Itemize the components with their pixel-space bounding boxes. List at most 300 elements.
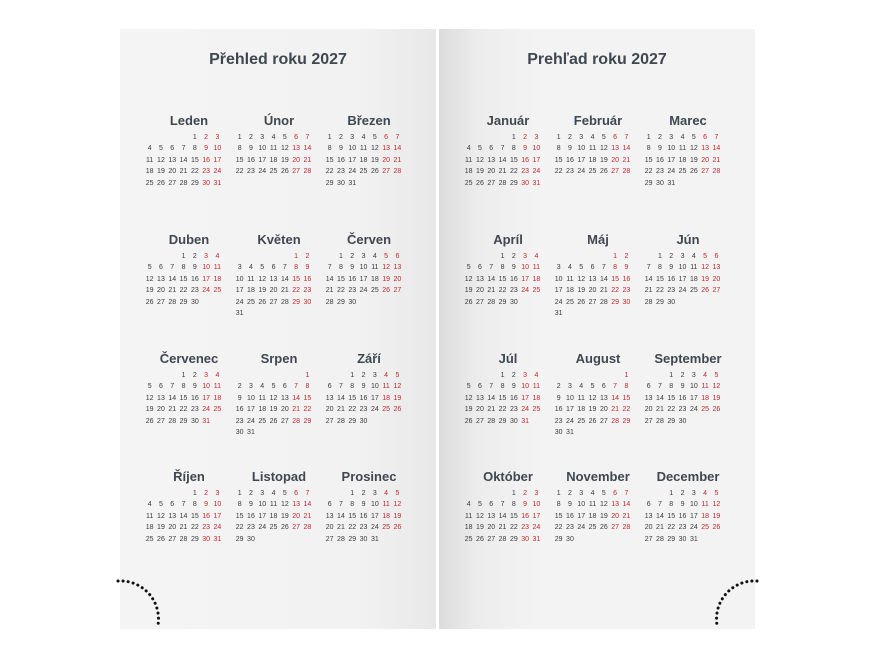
day-cell: 16 bbox=[566, 156, 574, 164]
day-cell: 30 bbox=[678, 417, 687, 425]
day-cell: 20 bbox=[292, 512, 301, 520]
day-cell: 14 bbox=[337, 394, 345, 402]
day-cell: 4 bbox=[691, 253, 696, 260]
day-cell: 18 bbox=[588, 156, 597, 164]
day-cell: 3 bbox=[372, 490, 377, 497]
day-grid bbox=[324, 488, 414, 545]
day-cell: 17 bbox=[521, 275, 530, 283]
day-cell: 7 bbox=[714, 134, 719, 141]
day-cell: 10 bbox=[577, 501, 586, 509]
day-grid bbox=[463, 251, 553, 308]
day-cell: 14 bbox=[168, 394, 177, 402]
day-cell: 4 bbox=[361, 134, 366, 141]
day-cell: 2 bbox=[361, 372, 366, 379]
day-cell: 28 bbox=[303, 524, 312, 532]
day-cell: 31 bbox=[202, 417, 211, 425]
month-block bbox=[553, 232, 643, 319]
day-cell: 13 bbox=[280, 394, 289, 402]
day-cell: 4 bbox=[260, 383, 265, 391]
day-cell: 1 bbox=[646, 134, 651, 141]
day-cell: 11 bbox=[269, 145, 278, 153]
day-cell: 10 bbox=[202, 383, 211, 391]
day-cell: 22 bbox=[235, 524, 244, 532]
day-cell: 16 bbox=[303, 275, 312, 283]
day-cell: 26 bbox=[588, 417, 597, 425]
day-cell: 16 bbox=[554, 406, 563, 414]
day-cell: 4 bbox=[147, 501, 152, 509]
day-cell: 10 bbox=[667, 145, 676, 153]
day-cell: 3 bbox=[691, 490, 696, 497]
day-cell: 21 bbox=[487, 287, 496, 295]
day-cell: 23 bbox=[348, 287, 357, 295]
day-cell: 18 bbox=[689, 275, 698, 283]
day-cell: 27 bbox=[382, 168, 391, 176]
day-cell: 10 bbox=[521, 264, 530, 272]
day-cell: 24 bbox=[532, 168, 541, 176]
day-cell: 17 bbox=[247, 406, 255, 414]
day-cell: 5 bbox=[282, 134, 287, 141]
day-cell: 12 bbox=[370, 145, 379, 153]
day-cell: 8 bbox=[556, 501, 561, 509]
day-cell: 4 bbox=[215, 253, 220, 260]
day-cell: 27 bbox=[487, 535, 496, 543]
day-cell: 5 bbox=[714, 490, 719, 497]
day-cell: 29 bbox=[348, 417, 357, 425]
day-cell: 17 bbox=[678, 275, 687, 283]
day-cell: 1 bbox=[657, 253, 662, 260]
day-cell: 4 bbox=[534, 372, 539, 379]
day-cell: 24 bbox=[348, 168, 357, 176]
day-cell: 21 bbox=[168, 406, 177, 414]
day-cell: 21 bbox=[280, 287, 289, 295]
day-cell: 5 bbox=[158, 145, 163, 153]
day-cell: 1 bbox=[511, 490, 516, 497]
month-block bbox=[463, 469, 553, 545]
day-grid bbox=[144, 488, 234, 545]
day-cell: 8 bbox=[350, 383, 355, 391]
day-cell: 28 bbox=[179, 179, 188, 187]
day-cell: 31 bbox=[554, 309, 563, 317]
day-cell: 3 bbox=[579, 490, 584, 497]
day-cell: 26 bbox=[476, 535, 484, 543]
day-cell: 17 bbox=[532, 156, 541, 164]
day-cell: 2 bbox=[669, 253, 674, 260]
day-cell: 27 bbox=[393, 287, 402, 295]
day-cell: 17 bbox=[359, 275, 368, 283]
day-cell: 18 bbox=[370, 275, 379, 283]
day-cell: 13 bbox=[476, 275, 484, 283]
day-cell: 8 bbox=[646, 145, 651, 153]
day-cell: 13 bbox=[588, 275, 597, 283]
day-cell: 15 bbox=[554, 512, 563, 520]
day-cell: 10 bbox=[213, 145, 222, 153]
day-cell: 9 bbox=[237, 394, 242, 402]
day-cell: 12 bbox=[712, 501, 721, 509]
day-cell: 4 bbox=[466, 145, 471, 153]
day-cell: 1 bbox=[327, 134, 332, 141]
day-cell: 8 bbox=[327, 145, 332, 153]
day-cell: 28 bbox=[644, 298, 653, 306]
day-cell: 16 bbox=[337, 156, 345, 164]
day-cell: 7 bbox=[613, 383, 618, 391]
day-cell: 15 bbox=[190, 512, 199, 520]
day-cell: 12 bbox=[145, 275, 154, 283]
day-cell: 26 bbox=[157, 179, 165, 187]
day-cell: 9 bbox=[523, 501, 528, 509]
day-cell: 5 bbox=[147, 264, 152, 272]
day-cell: 12 bbox=[157, 156, 165, 164]
day-cell: 9 bbox=[204, 145, 209, 153]
day-cell: 13 bbox=[487, 512, 496, 520]
day-cell: 4 bbox=[384, 372, 389, 379]
day-cell: 25 bbox=[269, 524, 278, 532]
month-block bbox=[553, 113, 643, 178]
day-grid bbox=[324, 132, 414, 189]
day-cell: 24 bbox=[554, 298, 563, 306]
day-cell: 17 bbox=[521, 394, 530, 402]
day-cell: 13 bbox=[325, 394, 334, 402]
day-cell: 11 bbox=[465, 156, 473, 164]
day-cell: 18 bbox=[382, 394, 391, 402]
day-cell: 5 bbox=[282, 490, 287, 497]
day-cell: 3 bbox=[691, 372, 696, 379]
day-cell: 9 bbox=[248, 145, 253, 153]
day-cell: 23 bbox=[678, 406, 687, 414]
day-cell: 22 bbox=[179, 287, 188, 295]
day-cell: 19 bbox=[258, 287, 267, 295]
day-cell: 25 bbox=[588, 524, 597, 532]
day-cell: 12 bbox=[269, 394, 278, 402]
day-cell: 14 bbox=[656, 512, 664, 520]
day-cell: 29 bbox=[235, 535, 244, 543]
day-cell: 13 bbox=[157, 275, 165, 283]
day-cell: 15 bbox=[509, 156, 518, 164]
day-cell: 21 bbox=[292, 406, 301, 414]
day-cell: 6 bbox=[294, 134, 299, 141]
day-cell: 10 bbox=[359, 264, 368, 272]
day-cell: 15 bbox=[179, 394, 188, 402]
day-cell: 5 bbox=[579, 264, 584, 272]
day-cell: 5 bbox=[395, 372, 400, 379]
day-cell: 4 bbox=[680, 134, 685, 141]
day-cell: 5 bbox=[477, 501, 482, 509]
day-cell: 13 bbox=[644, 512, 653, 520]
day-cell: 6 bbox=[613, 134, 618, 141]
day-cell: 18 bbox=[464, 524, 473, 532]
day-cell: 2 bbox=[523, 490, 528, 497]
day-cell: 11 bbox=[588, 501, 597, 509]
day-cell: 5 bbox=[601, 134, 606, 141]
day-cell: 16 bbox=[678, 512, 687, 520]
day-cell: 16 bbox=[678, 394, 687, 402]
day-cell: 8 bbox=[181, 383, 186, 391]
month-block bbox=[234, 113, 324, 178]
day-cell: 28 bbox=[168, 298, 177, 306]
day-cell: 22 bbox=[644, 168, 653, 176]
day-cell: 8 bbox=[500, 383, 505, 391]
day-cell: 3 bbox=[215, 490, 220, 497]
day-cell: 21 bbox=[644, 287, 653, 295]
day-cell: 16 bbox=[348, 275, 357, 283]
day-cell: 23 bbox=[509, 406, 518, 414]
day-cell: 7 bbox=[657, 383, 662, 391]
month-block bbox=[234, 351, 324, 438]
day-cell: 16 bbox=[622, 275, 631, 283]
day-cell: 14 bbox=[325, 275, 334, 283]
day-cell: 19 bbox=[145, 406, 154, 414]
month-block bbox=[463, 113, 553, 189]
day-cell: 6 bbox=[170, 145, 175, 153]
day-cell: 21 bbox=[656, 406, 664, 414]
day-cell: 7 bbox=[338, 383, 343, 391]
day-cell: 14 bbox=[487, 394, 496, 402]
day-cell: 2 bbox=[556, 383, 561, 391]
day-cell: 20 bbox=[611, 512, 620, 520]
day-cell: 20 bbox=[168, 524, 177, 532]
day-cell: 2 bbox=[248, 134, 253, 141]
day-cell: 12 bbox=[701, 264, 710, 272]
day-cell: 3 bbox=[523, 372, 528, 379]
day-cell: 19 bbox=[577, 287, 586, 295]
month-block bbox=[144, 351, 234, 427]
day-cell: 24 bbox=[689, 406, 698, 414]
day-cell: 31 bbox=[247, 428, 255, 436]
day-cell: 7 bbox=[294, 383, 299, 391]
day-cell: 15 bbox=[348, 512, 357, 520]
day-cell: 27 bbox=[487, 179, 496, 187]
day-cell: 6 bbox=[477, 264, 482, 272]
day-cell: 8 bbox=[669, 383, 674, 391]
day-cell: 18 bbox=[247, 287, 255, 295]
day-cell: 2 bbox=[523, 134, 528, 141]
day-cell: 22 bbox=[292, 287, 301, 295]
day-cell: 25 bbox=[213, 406, 222, 414]
day-cell: 1 bbox=[237, 134, 242, 141]
day-cell: 22 bbox=[509, 168, 518, 176]
day-cell: 29 bbox=[303, 417, 312, 425]
day-cell: 7 bbox=[305, 490, 310, 497]
day-cell: 12 bbox=[464, 275, 473, 283]
day-cell: 19 bbox=[599, 512, 608, 520]
day-cell: 24 bbox=[235, 298, 244, 306]
day-cell: 1 bbox=[192, 134, 197, 141]
day-cell: 16 bbox=[521, 512, 530, 520]
day-grid bbox=[234, 488, 324, 545]
day-cell: 19 bbox=[712, 394, 721, 402]
day-cell: 2 bbox=[305, 253, 310, 260]
day-cell: 27 bbox=[325, 417, 334, 425]
day-cell: 29 bbox=[292, 298, 301, 306]
day-cell: 30 bbox=[202, 179, 211, 187]
day-cell: 24 bbox=[577, 168, 586, 176]
day-cell: 27 bbox=[168, 535, 177, 543]
day-cell: 1 bbox=[350, 372, 355, 379]
day-cell: 11 bbox=[382, 501, 390, 509]
day-grid bbox=[643, 251, 733, 308]
day-cell: 29 bbox=[337, 298, 345, 306]
month-name: Február bbox=[573, 113, 623, 128]
day-cell: 15 bbox=[190, 156, 199, 164]
day-cell: 10 bbox=[532, 501, 541, 509]
day-cell: 5 bbox=[703, 253, 708, 260]
day-cell: 20 bbox=[476, 406, 484, 414]
day-cell: 20 bbox=[382, 156, 391, 164]
day-cell: 27 bbox=[269, 298, 278, 306]
day-cell: 31 bbox=[235, 309, 244, 317]
day-cell: 14 bbox=[487, 275, 496, 283]
day-cell: 1 bbox=[613, 253, 618, 260]
day-grid bbox=[144, 251, 234, 308]
day-cell: 26 bbox=[269, 417, 278, 425]
month-block bbox=[144, 113, 234, 189]
day-cell: 30 bbox=[554, 428, 563, 436]
day-cell: 12 bbox=[577, 275, 586, 283]
day-cell: 1 bbox=[624, 372, 629, 379]
day-cell: 26 bbox=[145, 298, 154, 306]
day-cell: 9 bbox=[511, 264, 516, 272]
day-cell: 23 bbox=[202, 168, 211, 176]
day-cell: 8 bbox=[305, 383, 310, 391]
day-cell: 16 bbox=[235, 406, 244, 414]
day-cell: 31 bbox=[566, 428, 574, 436]
day-cell: 10 bbox=[689, 501, 698, 509]
day-cell: 10 bbox=[258, 501, 267, 509]
day-cell: 27 bbox=[588, 298, 597, 306]
day-cell: 28 bbox=[303, 168, 312, 176]
day-cell: 17 bbox=[667, 156, 676, 164]
day-grid bbox=[463, 132, 553, 189]
day-cell: 28 bbox=[168, 417, 177, 425]
day-cell: 5 bbox=[466, 264, 471, 272]
day-cell: 3 bbox=[523, 253, 528, 260]
day-cell: 19 bbox=[689, 156, 698, 164]
day-cell: 21 bbox=[325, 287, 334, 295]
day-cell: 14 bbox=[656, 394, 664, 402]
day-cell: 29 bbox=[190, 535, 199, 543]
day-cell: 19 bbox=[145, 287, 154, 295]
day-cell: 1 bbox=[294, 253, 299, 260]
day-cell: 3 bbox=[215, 134, 220, 141]
day-cell: 15 bbox=[509, 512, 518, 520]
day-cell: 28 bbox=[622, 168, 631, 176]
day-cell: 22 bbox=[498, 287, 507, 295]
day-cell: 19 bbox=[476, 524, 484, 532]
day-cell: 25 bbox=[213, 287, 222, 295]
day-cell: 17 bbox=[202, 275, 211, 283]
day-cell: 1 bbox=[500, 253, 505, 260]
month-block bbox=[643, 469, 733, 545]
day-grid bbox=[463, 488, 553, 545]
day-cell: 6 bbox=[282, 383, 287, 391]
day-cell: 1 bbox=[556, 134, 561, 141]
day-cell: 21 bbox=[168, 287, 177, 295]
day-cell: 9 bbox=[680, 383, 685, 391]
day-cell: 19 bbox=[157, 524, 165, 532]
day-cell: 8 bbox=[624, 383, 629, 391]
day-cell: 17 bbox=[370, 512, 379, 520]
day-cell: 8 bbox=[511, 145, 516, 153]
day-cell: 17 bbox=[213, 156, 222, 164]
day-cell: 7 bbox=[181, 501, 186, 509]
day-cell: 4 bbox=[384, 490, 389, 497]
day-cell: 5 bbox=[466, 383, 471, 391]
day-cell: 6 bbox=[601, 383, 606, 391]
day-cell: 14 bbox=[599, 275, 608, 283]
day-cell: 21 bbox=[498, 168, 507, 176]
day-cell: 24 bbox=[532, 524, 541, 532]
day-cell: 13 bbox=[701, 145, 710, 153]
day-cell: 27 bbox=[611, 168, 620, 176]
day-cell: 18 bbox=[588, 512, 597, 520]
day-cell: 31 bbox=[370, 535, 379, 543]
day-cell: 18 bbox=[577, 406, 586, 414]
day-cell: 11 bbox=[588, 145, 597, 153]
day-cell: 22 bbox=[509, 524, 518, 532]
day-cell: 13 bbox=[157, 394, 165, 402]
day-cell: 18 bbox=[701, 512, 710, 520]
day-cell: 11 bbox=[258, 394, 266, 402]
day-cell: 16 bbox=[202, 512, 211, 520]
day-cell: 6 bbox=[714, 253, 719, 260]
day-cell: 1 bbox=[192, 490, 197, 497]
day-cell: 28 bbox=[487, 298, 496, 306]
day-cell: 11 bbox=[701, 383, 709, 391]
day-cell: 24 bbox=[213, 524, 222, 532]
day-grid bbox=[463, 370, 553, 427]
day-cell: 18 bbox=[532, 275, 541, 283]
day-cell: 12 bbox=[280, 501, 289, 509]
day-cell: 11 bbox=[371, 264, 379, 272]
day-cell: 29 bbox=[509, 179, 518, 187]
day-cell: 26 bbox=[599, 168, 608, 176]
month-name: Apríl bbox=[493, 232, 523, 247]
day-cell: 19 bbox=[370, 156, 379, 164]
day-cell: 20 bbox=[644, 524, 653, 532]
day-cell: 13 bbox=[269, 275, 278, 283]
day-cell: 12 bbox=[280, 145, 289, 153]
day-cell: 5 bbox=[147, 383, 152, 391]
day-cell: 1 bbox=[669, 490, 674, 497]
day-cell: 17 bbox=[235, 287, 244, 295]
day-cell: 12 bbox=[599, 145, 608, 153]
day-cell: 11 bbox=[213, 383, 222, 391]
day-cell: 10 bbox=[554, 275, 563, 283]
day-cell: 11 bbox=[577, 394, 585, 402]
day-cell: 8 bbox=[613, 264, 618, 272]
day-cell: 9 bbox=[305, 264, 310, 272]
day-cell: 17 bbox=[258, 156, 267, 164]
day-cell: 18 bbox=[269, 156, 278, 164]
day-cell: 4 bbox=[466, 501, 471, 509]
day-cell: 30 bbox=[509, 417, 518, 425]
day-cell: 23 bbox=[656, 168, 664, 176]
day-cell: 27 bbox=[292, 524, 301, 532]
month-block bbox=[324, 113, 414, 189]
day-cell: 19 bbox=[464, 287, 473, 295]
day-cell: 13 bbox=[168, 512, 177, 520]
day-cell: 28 bbox=[393, 168, 402, 176]
day-cell: 3 bbox=[669, 134, 674, 141]
day-cell: 14 bbox=[337, 512, 345, 520]
day-cell: 18 bbox=[359, 156, 368, 164]
day-cell: 30 bbox=[202, 535, 211, 543]
month-block bbox=[553, 469, 643, 545]
day-cell: 2 bbox=[237, 383, 242, 391]
day-cell: 6 bbox=[158, 383, 163, 391]
day-cell: 14 bbox=[168, 275, 177, 283]
day-cell: 6 bbox=[477, 383, 482, 391]
month-block bbox=[463, 351, 553, 427]
